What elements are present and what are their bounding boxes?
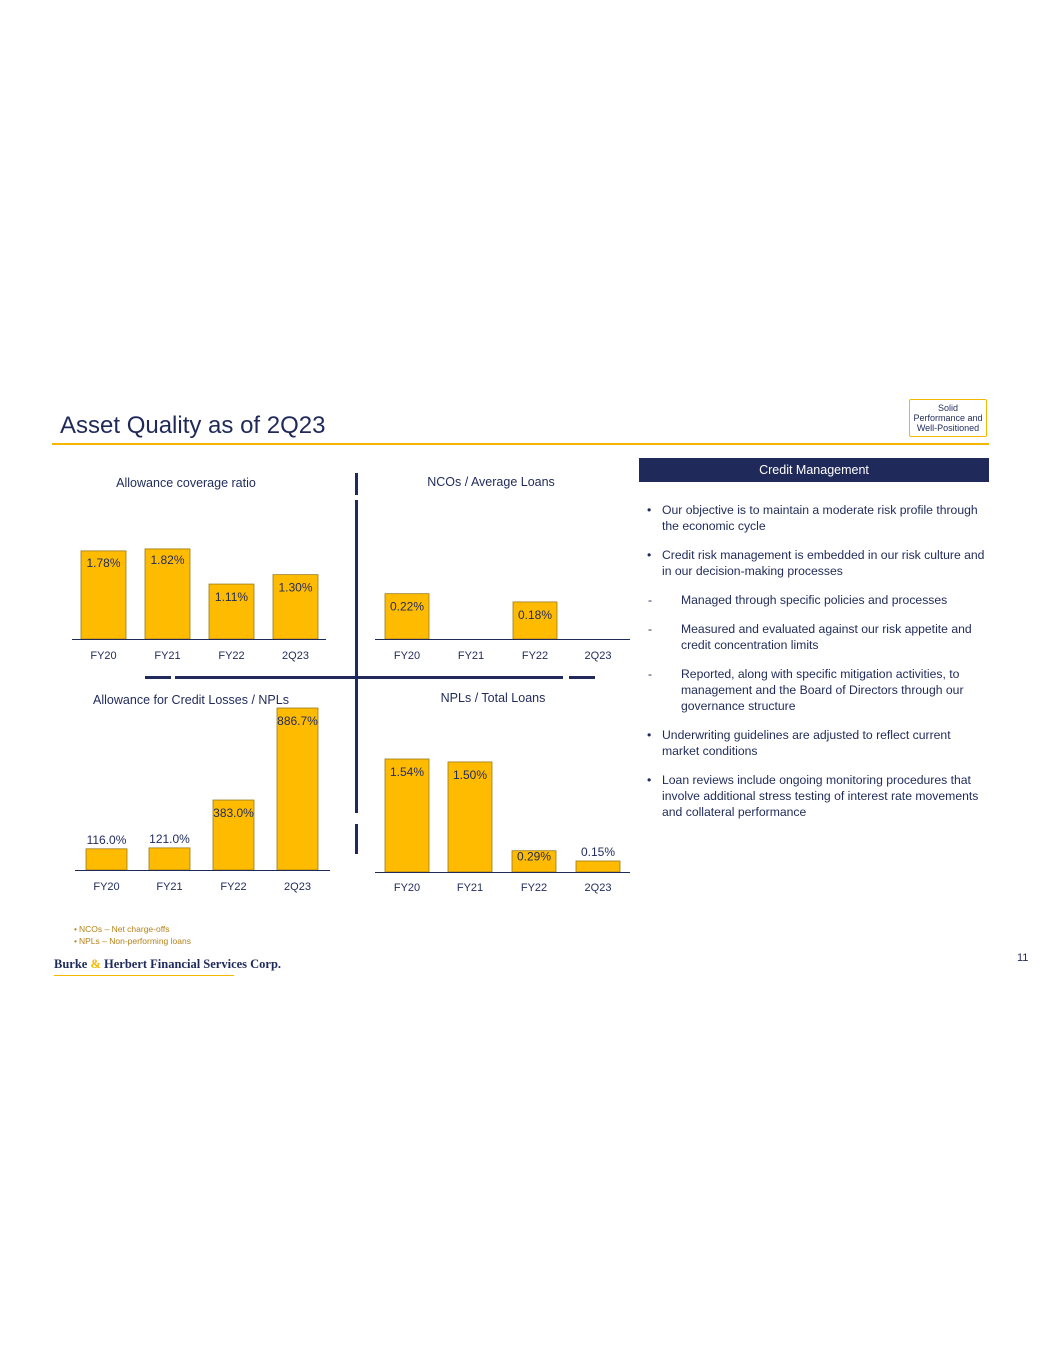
company-logo (54, 957, 281, 977)
data-label: 1.82% (150, 552, 185, 567)
chart-title-allowance-coverage: Allowance coverage ratio (116, 476, 256, 490)
x-tick-label: FY21 (156, 881, 183, 893)
bar-2q23 (277, 708, 318, 870)
chart-4 (375, 759, 630, 894)
sub-bullet-item (645, 592, 987, 608)
bullet-marker: - (648, 622, 653, 636)
footnotes (74, 923, 191, 947)
bullet-marker: - (648, 593, 653, 607)
data-label: 1.30% (278, 580, 313, 595)
bullet-marker: • (647, 548, 652, 562)
chart-2 (375, 594, 630, 662)
chart-title-acl-npls: Allowance for Credit Losses / NPLs (93, 693, 289, 707)
page-title: Asset Quality as of 2Q23 (60, 412, 326, 439)
chart-title-ncos-average-loans: NCOs / Average Loans (427, 475, 555, 489)
section-badge: Solid Performance and Well-Positioned (909, 399, 987, 437)
bullet-marker: • (647, 503, 652, 517)
bar-fy21 (149, 848, 190, 870)
logo-text-herbert: Herbert Financial Services Corp. (100, 957, 282, 971)
bullet-marker: - (648, 667, 653, 681)
logo-rule (54, 975, 234, 976)
footnote-npls: • NPLs – Non-performing loans (74, 935, 191, 947)
chart-title-npls-total-loans: NPLs / Total Loans (440, 691, 546, 705)
data-label: 0.15% (580, 844, 616, 859)
bullet-text: Reported, along with specific mitigation activities, to management and the Board of Directors through our governance structure (681, 667, 964, 713)
x-tick-label: FY21 (154, 650, 181, 662)
bullet-text: Our objective is to maintain a moderate risk profile through the economic cycle (662, 503, 978, 533)
x-tick-label: FY22 (218, 650, 245, 662)
credit-management-header: Credit Management (639, 458, 989, 482)
data-label: 116.0% (86, 832, 127, 847)
bar-fy20 (86, 849, 127, 870)
bullet-text: Managed through specific policies and processes (681, 593, 948, 607)
x-tick-label: FY21 (457, 650, 485, 662)
x-tick-label: FY22 (521, 650, 549, 662)
data-label: 121.0% (149, 831, 190, 846)
footnote-ncos: • NCOs – Net charge-offs (74, 923, 191, 935)
chart-1 (72, 549, 326, 662)
data-label: 0.18% (517, 607, 553, 622)
bullet-text: Loan reviews include ongoing monitoring procedures that involve additional stress testing of interest rate movements and collateral performance (662, 773, 979, 819)
x-tick-label: FY21 (456, 882, 484, 894)
bullet-item (645, 772, 987, 820)
data-label: 0.29% (516, 849, 552, 864)
data-label: 1.78% (86, 555, 121, 570)
bullet-text: Measured and evaluated against our risk appetite and credit concentration limits (681, 622, 972, 652)
credit-management-list (645, 502, 987, 833)
data-label: 0.22% (389, 599, 425, 614)
x-tick-label: FY20 (393, 882, 421, 894)
x-tick-label: FY20 (90, 650, 117, 662)
data-label: 1.50% (452, 767, 488, 782)
bullet-item (645, 547, 987, 579)
bullet-marker: • (647, 773, 652, 787)
data-label: 1.54% (389, 765, 425, 779)
bullet-text: Underwriting guidelines are adjusted to reflect current market conditions (662, 728, 951, 758)
bullet-marker: • (647, 728, 652, 742)
bar-2q23 (576, 861, 620, 872)
x-tick-label: FY20 (393, 650, 421, 662)
x-tick-label: 2Q23 (584, 650, 612, 662)
bullet-text: Credit risk management is embedded in our risk culture and in our decision-making processes (662, 548, 985, 578)
sub-bullet-item (645, 666, 987, 714)
x-tick-label: 2Q23 (584, 882, 612, 894)
x-tick-label: 2Q23 (284, 881, 311, 893)
chart-3 (75, 708, 330, 893)
bullet-item (645, 502, 987, 534)
data-label: 1.11% (214, 590, 249, 605)
sub-bullet-item (645, 621, 987, 653)
data-label: 886.7% (277, 714, 318, 728)
x-tick-label: FY20 (93, 881, 120, 893)
logo-text-burke: Burke (54, 957, 91, 971)
x-tick-label: FY22 (520, 882, 548, 894)
page-number: 11 (1017, 952, 1029, 964)
x-tick-label: FY22 (220, 881, 247, 893)
logo-ampersand: & (90, 957, 101, 971)
bullet-item (645, 727, 987, 759)
data-label: 383.0% (213, 806, 254, 821)
x-tick-label: 2Q23 (282, 650, 309, 662)
